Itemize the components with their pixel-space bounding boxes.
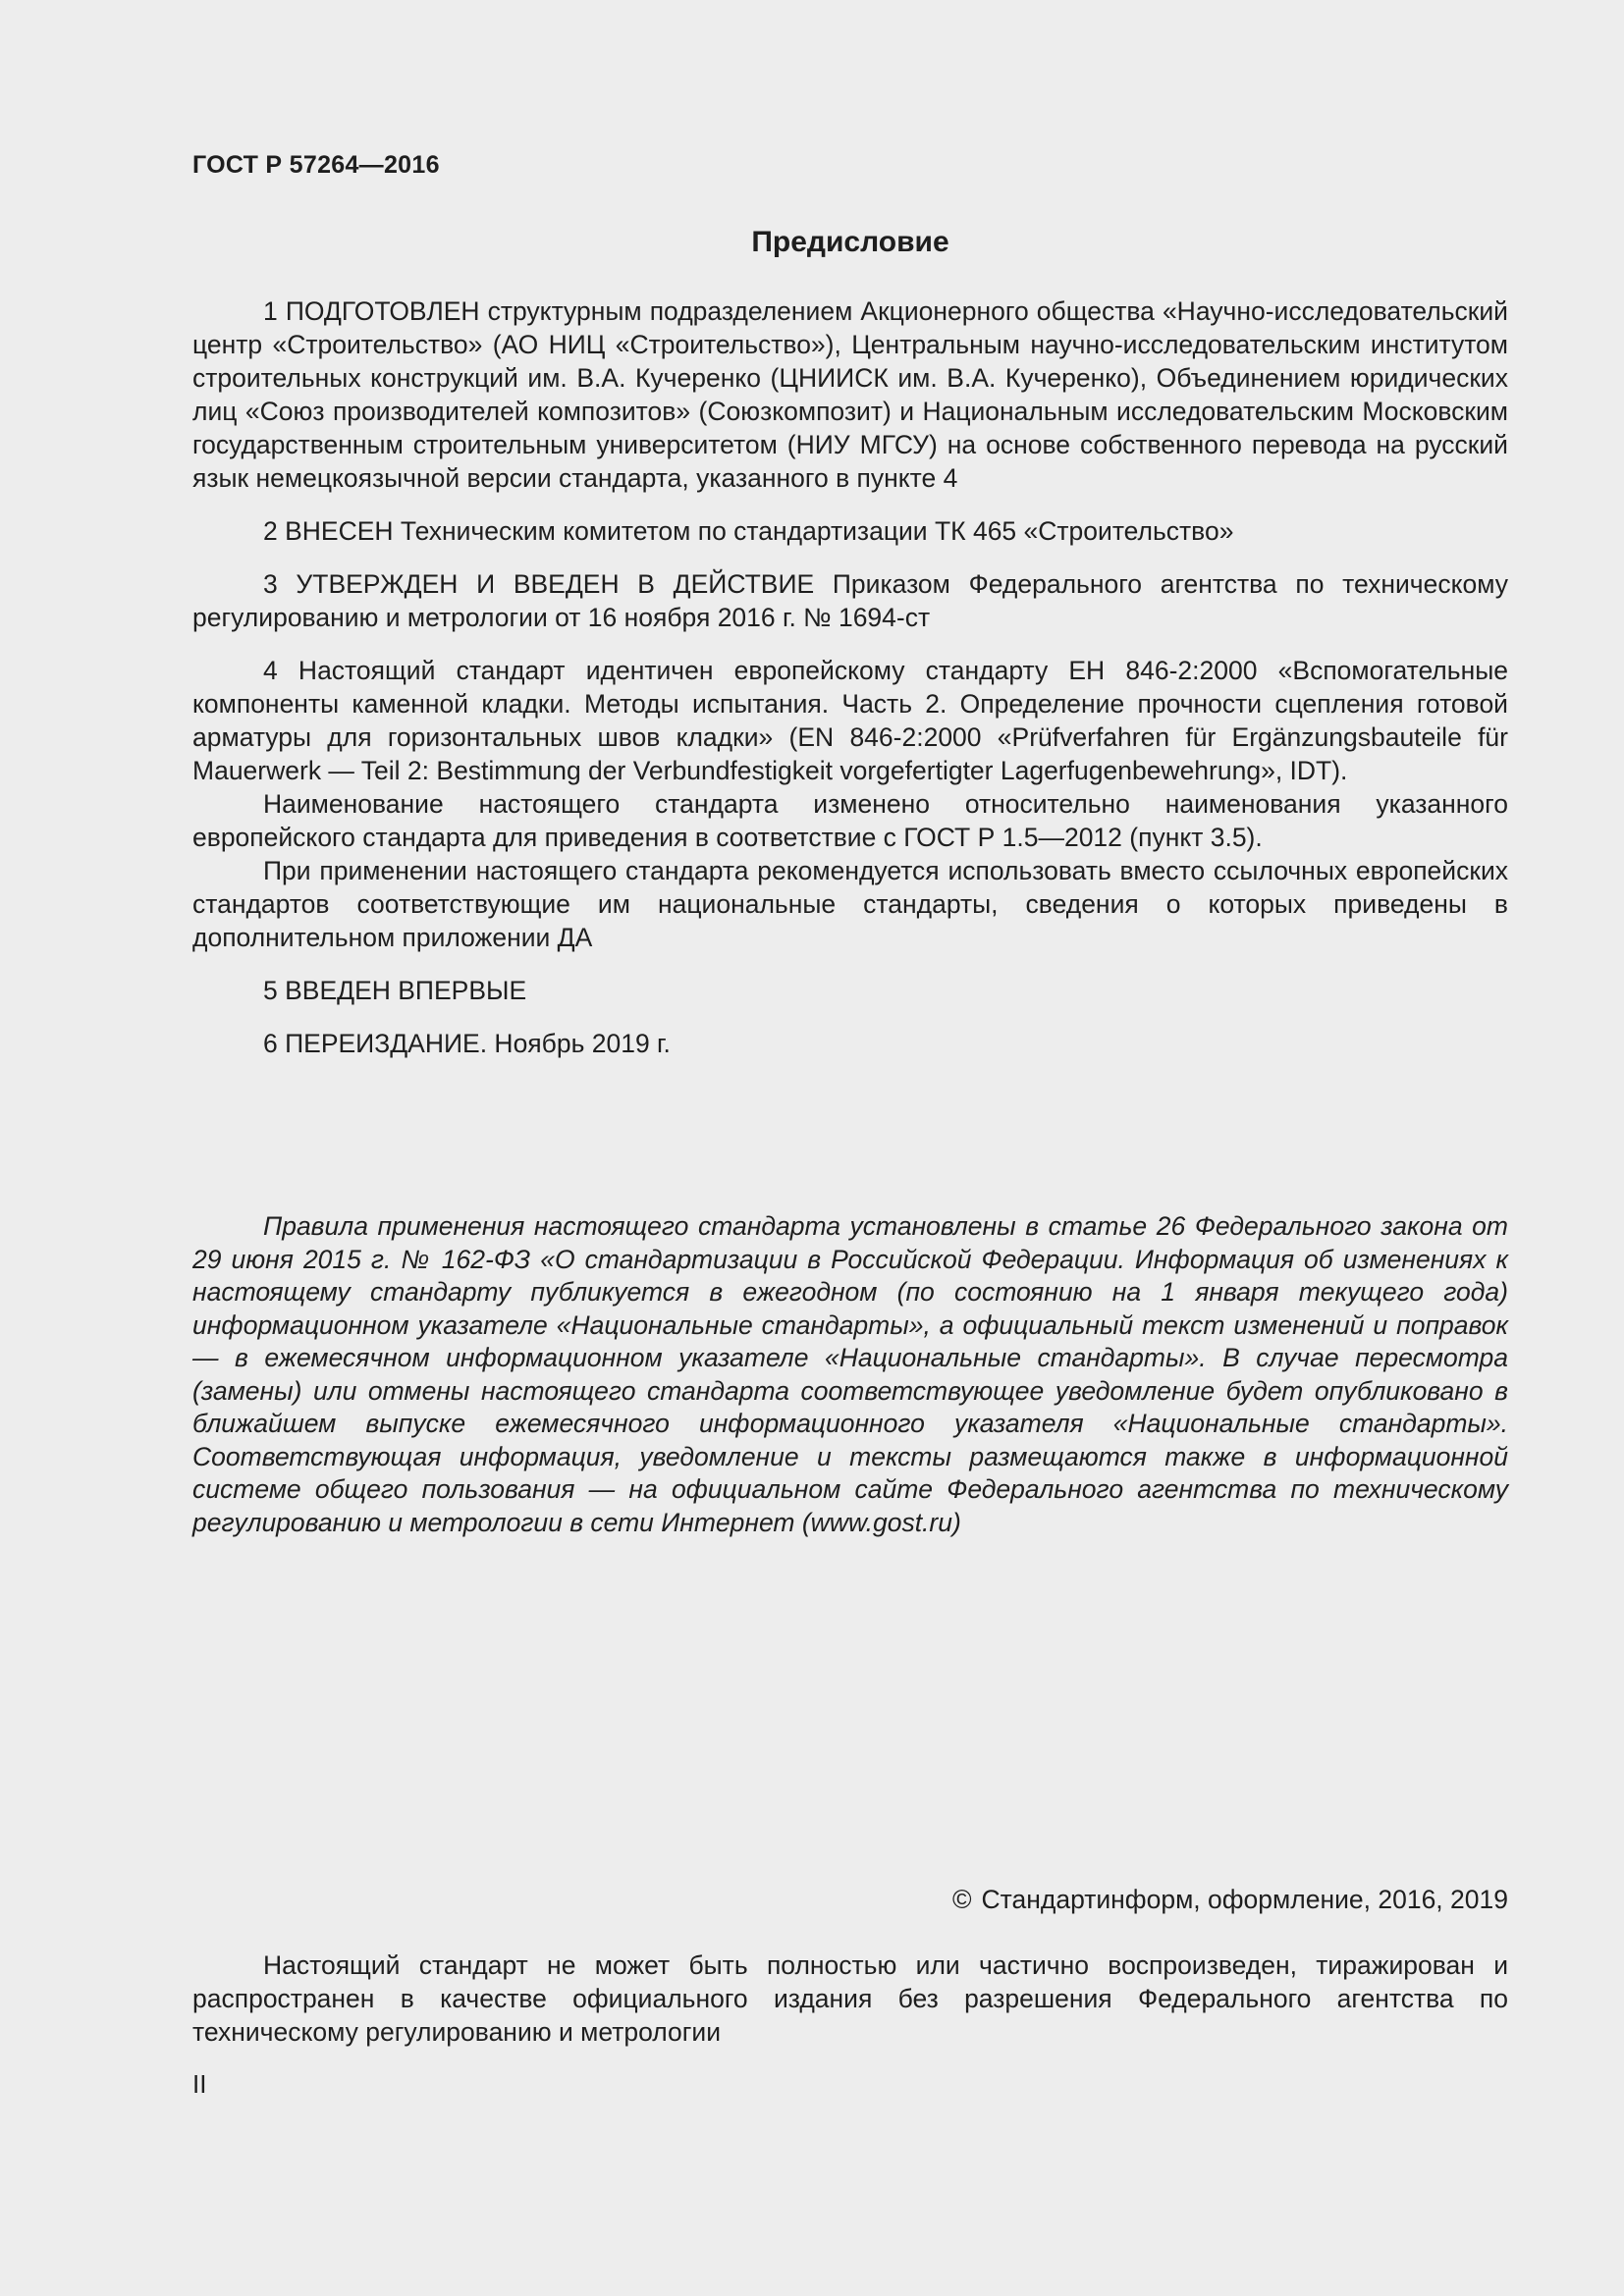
preface-item-4-note-2: При применении настоящего стандарта рекомендуется использовать вместо ссылочных европейских стандартов соответствующие им национальные стандарты, сведения о которых приведены в дополнительном приложении ДА (192, 856, 1508, 952)
preface-item-2: 2 ВНЕСЕН Техническим комитетом по стандартизации ТК 465 «Строительство» (263, 516, 1234, 546)
document-header: ГОСТ Р 57264—2016 (192, 151, 440, 179)
preface-item-4: 4 Настоящий стандарт идентичен европейскому стандарту ЕН 846-2:2000 «Вспомогательные компоненты каменной кладки. Методы испытания. Часть 2. Определение прочности сцепления готовой арматуры для горизонтальных швов кладки» (EN 846-2:2000 «Prüfverfahren für Ergänzungsbauteile für Mauerwerk — Teil 2: Bestimmung der Verbundfestigkeit vorgefertigter Lagerfugenbewehrung», IDT). (192, 656, 1508, 785)
document-page (192, 0, 1508, 2296)
preface-item-3: 3 УТВЕРЖДЕН И ВВЕДЕН В ДЕЙСТВИЕ Приказом Федерального агентства по техническому регулированию и метрологии от 16 ноября 2016 г. № 1694-ст (192, 569, 1508, 632)
copyright-line (952, 1883, 1508, 1916)
page-title: Предисловие (751, 226, 949, 258)
page-number: II (192, 2069, 207, 2099)
preface-item-4-note-1: Наименование настоящего стандарта изменено относительно наименования указанного европейского стандарта для приведения в соответствие с ГОСТ Р 1.5—2012 (пункт 3.5). (192, 789, 1508, 852)
preface-item-6: 6 ПЕРЕИЗДАНИЕ. Ноябрь 2019 г. (263, 1029, 671, 1058)
copyright-symbol: © (951, 1885, 972, 1914)
preface-item-5: 5 ВВЕДЕН ВПЕРВЫЕ (263, 976, 527, 1005)
copyright-text: Стандартинформ, оформление, 2016, 2019 (981, 1885, 1508, 1914)
application-rules-notice: Правила применения настоящего стандарта установлены в статье 26 Федерального закона от 29 июня 2015 г. № 162-ФЗ «О стандартизации в Российской Федерации. Информация об изменениях к настоящему стандарту публикуется в ежегодном (по состоянию на 1 января текущего года) информационном указателе «Национальные стандарты», а официальный текст изменений и поправок — в ежемесячном информационном указателе «Национальные стандарты». В случае пересмотра (замены) или отмены настоящего стандарта соответствующее уведомление будет опубликовано в ближайшем выпуске ежемесячного информационного указателя «Национальные стандарты». Соответствующая информация, уведомление и тексты размещаются также в информационной системе общего пользования — на официальном сайте Федерального агентства по техническому регулированию и метрологии в сети Интернет (www.gost.ru) (192, 1211, 1508, 1537)
preface-item-1: 1 ПОДГОТОВЛЕН структурным подразделением Акционерного общества «Научно-исследовательский центр «Строительство» (АО НИЦ «Строительство»), Центральным научно-исследовательским институтом строительных конструкций им. В.А. Кучеренко (ЦНИИСК им. В.А. Кучеренко), Объединением юридических лиц «Союз производителей композитов» (Союзкомпозит) и Национальным исследовательским Московским государственным строительным университетом (НИУ МГСУ) на основе собственного перевода на русский язык немецкоязычной версии стандарта, указанного в пункте 4 (192, 296, 1508, 493)
preface-body (192, 294, 1508, 1060)
reproduction-notice: Настоящий стандарт не может быть полностью или частично воспроизведен, тиражирован и распространен в качестве официального издания без разрешения Федерального агентства по техническому регулированию и метрологии (192, 1950, 1508, 2047)
